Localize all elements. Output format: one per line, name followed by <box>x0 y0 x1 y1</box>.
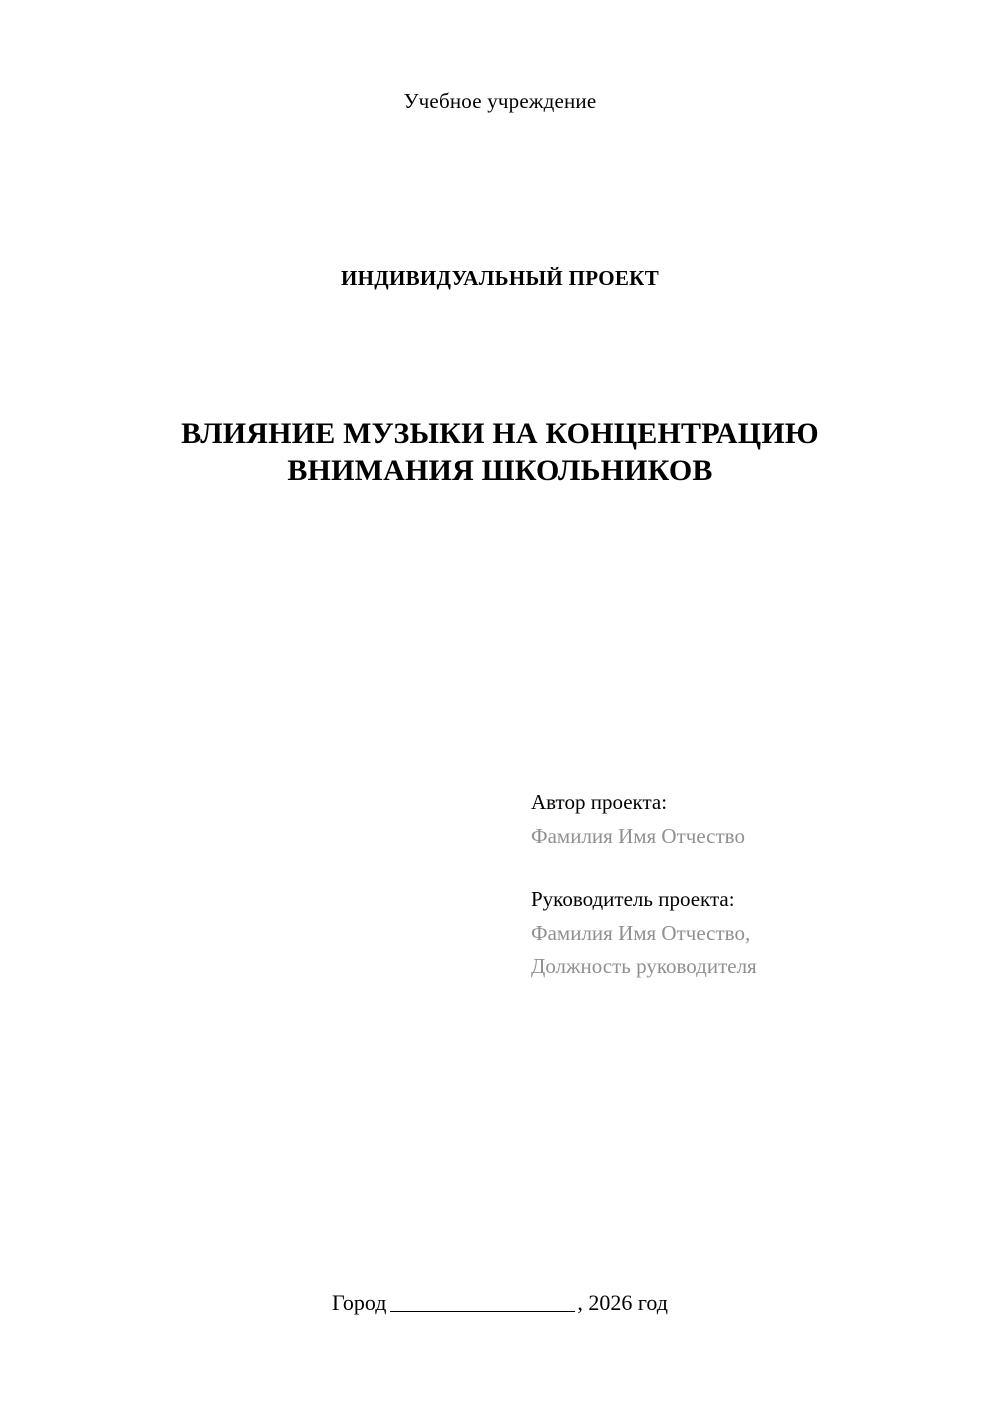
supervisor-block <box>531 883 951 984</box>
document-type: ИНДИВИДУАЛЬНЫЙ ПРОЕКТ <box>340 266 660 290</box>
city-label: Город <box>332 1290 387 1315</box>
supervisor-label: Руководитель проекта: <box>531 887 735 912</box>
author-label: Автор проекта: <box>531 790 668 814</box>
institution-name: Учебное учреждение <box>403 89 597 113</box>
page-title: ВЛИЯНИЕ МУЗЫКИ НА КОНЦЕНТРАЦИЮ ВНИМАНИЯ ШКОЛЬНИКОВ <box>181 417 819 488</box>
year-text: , 2026 год <box>577 1290 668 1315</box>
author-block <box>531 786 951 853</box>
credits <box>531 786 951 1014</box>
author-value: Фамилия Имя Отчество <box>531 823 745 848</box>
supervisor-value-line2: Должность руководителя <box>531 954 757 979</box>
supervisor-value-line1: Фамилия Имя Отчество, <box>531 920 751 945</box>
city-blank-line <box>390 1289 575 1312</box>
footer <box>0 1289 1000 1316</box>
